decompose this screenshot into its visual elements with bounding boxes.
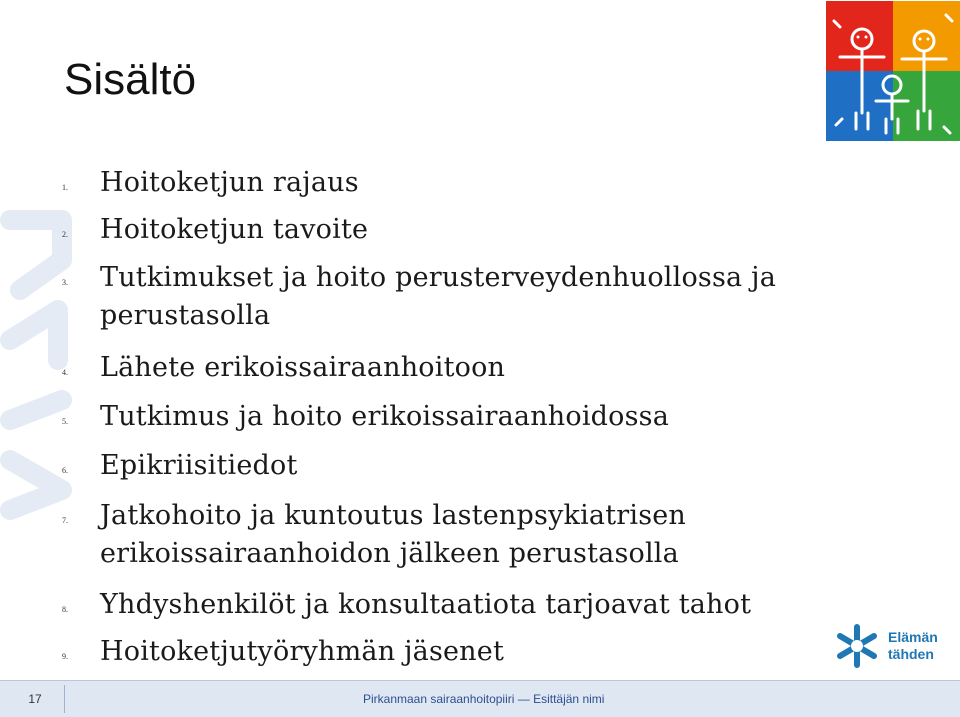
footer-text: Pirkanmaan sairaanhoitopiiri — Esittäjän nimi (363, 692, 605, 706)
watermark-graphic (0, 200, 90, 520)
list-item-text: Jatkohoito ja kuntoutus lastenpsykiatrisen erikoissairaanhoidon jälkeen perustasolla (100, 500, 687, 569)
list-item-text: Tutkimukset ja hoito perusterveydenhuollossa ja perustasolla (100, 262, 776, 331)
list-item-number: 3. (62, 278, 68, 287)
list-item-number: 6. (62, 466, 68, 475)
slide-title: Sisältö (64, 55, 197, 104)
list-item-text: Yhdyshenkilöt ja konsultaatiota tarjoavat tahot (100, 589, 752, 620)
list-item-number: 8. (62, 605, 68, 614)
logo-text-line1: Elämän (888, 629, 938, 645)
slide-footer (0, 680, 960, 717)
star-logo-icon (834, 623, 880, 669)
list-item-number: 1. (62, 183, 68, 192)
list-item-text: Lähete erikoissairaanhoitoon (100, 352, 506, 383)
list-item-text: Hoitoketjun rajaus (100, 167, 359, 198)
list-item-number: 7. (62, 516, 68, 525)
slide-number: 17 (28, 692, 42, 706)
elaman-tahden-logo (834, 622, 946, 670)
list-item-number: 9. (62, 652, 68, 661)
list-item-number: 4. (62, 368, 68, 377)
list-item-number: 5. (62, 417, 68, 426)
footer-divider (64, 685, 65, 713)
list-item-number: 2. (62, 230, 68, 239)
list-item-text: Epikriisitiedot (100, 450, 298, 481)
children-drawing-logo-icon (826, 1, 960, 141)
logo-text-line2: tähden (888, 646, 934, 662)
list-item-text: Hoitoketjun tavoite (100, 214, 369, 245)
list-item-text: Tutkimus ja hoito erikoissairaanhoidossa (100, 401, 670, 432)
list-item-text: Hoitoketjutyöryhmän jäsenet (100, 636, 504, 667)
